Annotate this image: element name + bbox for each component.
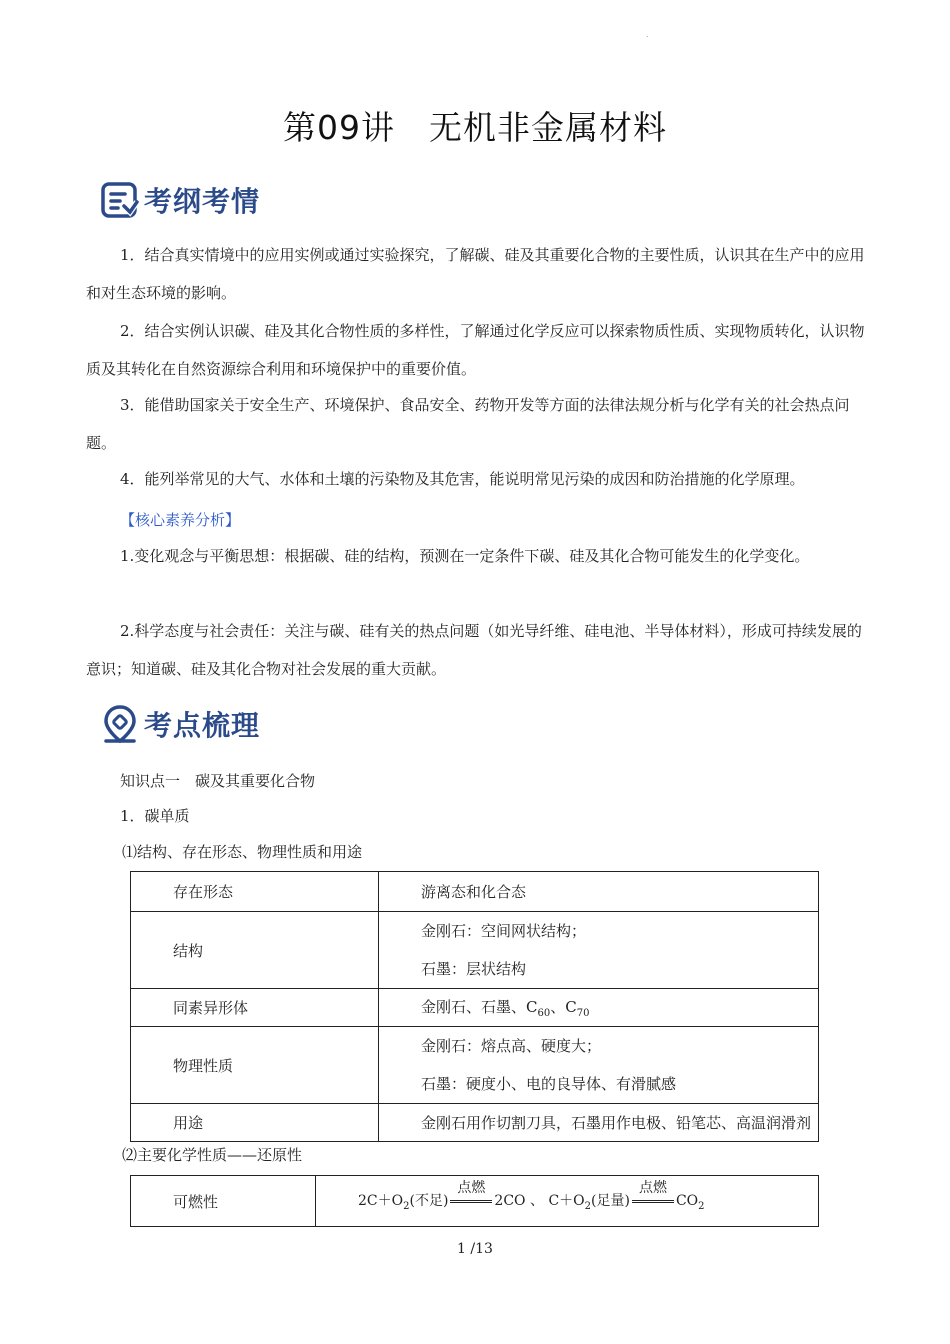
subscript: 2 <box>403 1201 410 1212</box>
subscript: 2 <box>698 1201 705 1212</box>
table-row <box>131 989 819 1027</box>
table-cell-line: 石墨：硬度小、电的良导体、有滑腻感 <box>421 1075 677 1093</box>
chemical-properties-table <box>130 1175 819 1227</box>
equation-text: 2CO <box>494 1193 526 1209</box>
subscript: 60 <box>537 1008 551 1019</box>
equals-arrow <box>450 1200 492 1203</box>
table-cell-line: 金刚石：空间网状结构； <box>421 922 587 940</box>
outline-item-1: 1．结合真实情境中的应用实例或通过实验探究，了解碳、硅及其重要化合物的主要性质，认识其在生产中的应用和对生态环境的影响。 <box>86 246 865 302</box>
equals-arrow <box>632 1200 674 1203</box>
knowledge-point-title: 知识点一 碳及其重要化合物 <box>120 772 316 790</box>
condition-label: 点燃 <box>638 1180 667 1196</box>
separator-text: 、 <box>529 1193 544 1209</box>
reaction-condition <box>630 1180 676 1209</box>
table-cell-value: 金刚石用作切割刀具，石墨用作电极、铅笔芯、高温润滑剂 <box>379 1104 819 1142</box>
subsection-1-heading: ⑴结构、存在形态、物理性质和用途 <box>122 843 363 861</box>
combustion-equations <box>316 1176 819 1227</box>
table-cell-value: 游离态和化合态 <box>379 872 819 912</box>
table-row <box>131 912 819 989</box>
subscript: 2 <box>584 1201 592 1212</box>
table-cell-line: 金刚石：熔点高、硬度大； <box>421 1037 602 1055</box>
core-item-2: 2.科学态度与社会责任：关注与碳、硅有关的热点问题（如光导纤维、硅电池、半导体材料），形成可持续发展的意识；知道碳、硅及其化合物对社会发展的重大贡献。 <box>86 622 862 678</box>
outline-item-4: 4．能列举常见的大气、水体和土壤的污染物及其危害，能说明常见污染的成因和防治措施的化学原理。 <box>120 470 805 488</box>
core-literacy-tag: 【核心素养分析】 <box>120 511 241 529</box>
equation-text: (足量) <box>591 1193 630 1209</box>
allotropes-text: 金刚石、石墨、C <box>421 998 538 1016</box>
table-row <box>131 1176 819 1227</box>
table-cell-key: 存在形态 <box>131 872 379 912</box>
table-cell-value <box>379 912 819 989</box>
location-pin-icon <box>100 704 140 744</box>
reaction-condition <box>448 1180 494 1209</box>
table-cell-value <box>379 989 819 1027</box>
section-points-heading <box>100 704 260 744</box>
table-cell-key: 用途 <box>131 1104 379 1142</box>
equation-text: (不足) <box>409 1193 449 1209</box>
carbon-properties-table <box>130 871 819 1142</box>
separator-text: 、C <box>550 998 577 1016</box>
section-points-title: 考点梳理 <box>144 709 261 742</box>
table-cell-key: 可燃性 <box>131 1176 316 1227</box>
table-row <box>131 1027 819 1104</box>
page-dot: . <box>646 30 649 39</box>
outline-item-3: 3．能借助国家关于安全生产、环境保护、食品安全、药物开发等方面的法律法规分析与化学有关的社会热点问题。 <box>86 396 850 452</box>
equation-text: C＋O <box>548 1193 585 1209</box>
section-outline-title: 考纲考情 <box>144 185 261 218</box>
subsection-2-heading: ⑵主要化学性质——还原性 <box>122 1146 303 1164</box>
subsection-title: 1．碳单质 <box>120 807 190 825</box>
table-row <box>131 872 819 912</box>
table-cell-key: 物理性质 <box>131 1027 379 1104</box>
core-item-1: 1.变化观念与平衡思想：根据碳、硅的结构，预测在一定条件下碳、硅及其化合物可能发生的化学变化。 <box>120 547 810 565</box>
list-icon <box>100 180 140 220</box>
page-title: 第09讲 无机非金属材料 <box>283 108 667 147</box>
table-row <box>131 1104 819 1142</box>
equation-text: 2C＋O <box>358 1193 404 1209</box>
page-number: 1 /13 <box>457 1241 493 1257</box>
section-outline-heading <box>100 180 260 220</box>
outline-item-2: 2．结合实例认识碳、硅及其化合物性质的多样性，了解通过化学反应可以探索物质性质、实现物质转化，认识物质及其转化在自然资源综合利用和环境保护中的重要价值。 <box>86 322 865 378</box>
table-cell-key: 同素异形体 <box>131 989 379 1027</box>
table-cell-value <box>379 1027 819 1104</box>
subscript: 70 <box>576 1008 590 1019</box>
condition-label: 点燃 <box>457 1180 486 1196</box>
equation-text: CO <box>675 1193 699 1209</box>
table-cell-line: 石墨：层状结构 <box>421 960 527 978</box>
table-cell-key: 结构 <box>131 912 379 989</box>
